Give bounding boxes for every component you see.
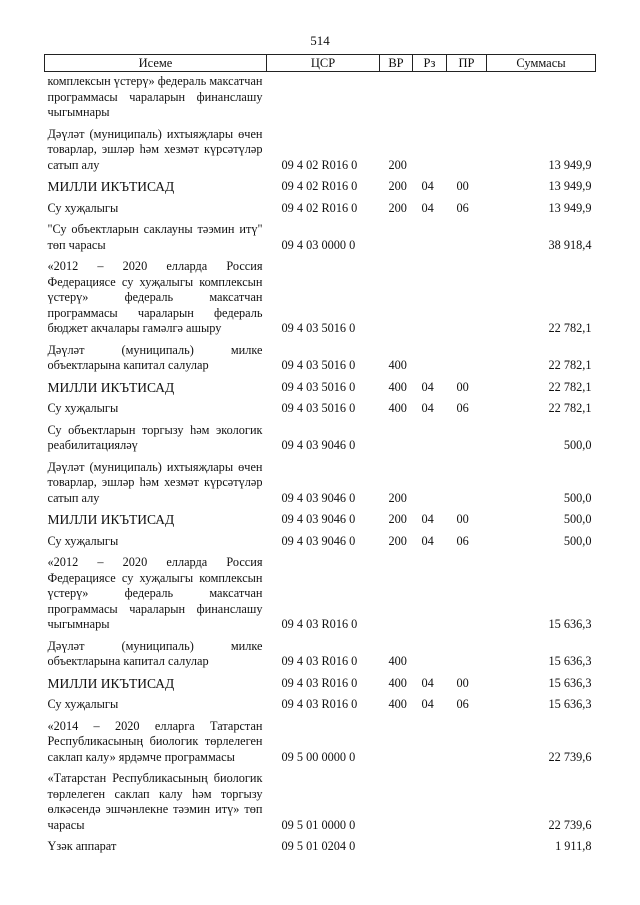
row-name: "Су объектларын саклауны тәэмин итү" төп чарасы [47, 222, 263, 252]
row-sum: 15 636,3 [548, 654, 592, 668]
row-vr: 400 [388, 401, 407, 415]
row-rz: 04 [421, 675, 434, 690]
table-row [45, 220, 596, 257]
row-rz: 04 [421, 697, 434, 711]
row-csr: 09 5 00 0000 0 [281, 749, 356, 764]
row-vr: 200 [388, 533, 407, 548]
row-rz [413, 717, 447, 770]
row-csr: 09 4 03 5016 0 [281, 358, 356, 372]
column-header-pr: ПР [447, 55, 487, 72]
row-vr: 400 [388, 654, 407, 668]
row-name: «2012 – 2020 елларда Россия Федерациясе су хуҗалыгы комплексын үстерү» федераль максатчан программасы чараларын финанслашу чыгымнары [47, 555, 263, 631]
row-rz [413, 257, 447, 341]
row-sum: 15 636,3 [548, 617, 592, 631]
table-row [45, 674, 596, 696]
row-name: Су хуҗалыгы [47, 200, 119, 215]
row-pr: 06 [456, 533, 469, 548]
row-csr: 09 5 01 0000 0 [281, 817, 356, 832]
column-header-name: Исеме [45, 55, 267, 72]
row-pr [447, 717, 487, 770]
row-name: «2014 – 2020 елларга Татарстан Республикасының биологик төрлелеген саклап калу» ярдәмче программасы [47, 718, 263, 764]
row-sum: 500,0 [563, 438, 592, 452]
row-sum: 22 782,1 [548, 379, 592, 394]
budget-table [44, 54, 596, 859]
row-csr: 09 4 03 R016 0 [281, 675, 358, 690]
table-row [45, 510, 596, 532]
row-pr [447, 72, 487, 125]
row-name: Дәүләт (муниципаль) ихтыяҗлары өчен товарлар, эшләр һәм хезмәт күрсәтүләр сатып алу [47, 459, 263, 505]
row-vr: 200 [388, 157, 407, 172]
row-csr: 09 4 03 9046 0 [281, 490, 356, 505]
table-row [45, 837, 596, 859]
row-name: Дәүләт (муниципаль) ихтыяҗлары өчен товарлар, эшләр һәм хезмәт күрсәтүләр сатып алу [47, 126, 263, 172]
row-csr: 09 4 02 R016 0 [281, 157, 358, 172]
row-sum: 13 949,9 [548, 157, 592, 172]
row-sum: 13 949,9 [548, 200, 592, 215]
row-vr: 400 [388, 358, 407, 372]
row-rz [413, 553, 447, 637]
row-name: комплексын үстерү» федераль максатчан программасы чараларын финанслашу чыгымнары [47, 74, 263, 119]
table-row [45, 637, 596, 674]
row-csr: 09 4 03 9046 0 [281, 512, 356, 526]
row-name: «Татарстан Республикасының биологик төрлелеген саклап калу һәм торгызу өлкәсендә эшчәнлекне тәэмин итү» төп чарасы [47, 771, 263, 832]
row-sum: 15 636,3 [548, 697, 592, 711]
table-row [45, 458, 596, 511]
row-name: МИЛЛИ ИКЪТИСАД [47, 379, 175, 395]
row-vr [380, 72, 413, 125]
table-row [45, 72, 596, 125]
row-rz [413, 637, 447, 674]
row-sum: 500,0 [563, 490, 592, 505]
table-header [45, 55, 596, 72]
row-csr: 09 4 03 R016 0 [281, 654, 358, 668]
table-row [45, 378, 596, 400]
row-csr: 09 4 03 R016 0 [281, 697, 358, 711]
row-csr: 09 4 03 0000 0 [281, 237, 356, 252]
row-pr: 00 [456, 675, 469, 690]
row-pr: 00 [456, 512, 469, 526]
row-vr [380, 717, 413, 770]
row-vr [380, 220, 413, 257]
row-sum: 500,0 [563, 512, 592, 526]
row-rz [413, 458, 447, 511]
row-pr [447, 341, 487, 378]
row-pr: 06 [456, 200, 469, 215]
table-row [45, 532, 596, 554]
row-vr [380, 257, 413, 341]
column-header-csr: ЦСР [267, 55, 380, 72]
table-row [45, 717, 596, 770]
row-vr [380, 421, 413, 458]
row-pr: 06 [456, 401, 469, 415]
row-rz: 04 [421, 200, 434, 215]
row-pr [447, 553, 487, 637]
table-row [45, 341, 596, 378]
row-name: Дәүләт (муниципаль) милке объектларына капитал салулар [47, 342, 263, 372]
row-sum: 22 782,1 [548, 401, 592, 415]
row-vr: 200 [388, 179, 407, 193]
row-pr: 00 [456, 179, 469, 193]
row-vr: 400 [388, 675, 407, 690]
row-sum: 13 949,9 [548, 179, 592, 193]
row-pr [447, 458, 487, 511]
row-rz [413, 341, 447, 378]
column-header-vr: ВР [380, 55, 413, 72]
row-csr: 09 5 01 0204 0 [281, 839, 356, 853]
row-rz: 04 [421, 533, 434, 548]
table-row [45, 199, 596, 221]
table-row [45, 553, 596, 637]
table-row [45, 257, 596, 341]
row-vr [380, 837, 413, 859]
row-pr [447, 637, 487, 674]
row-name: Су хуҗалыгы [47, 401, 119, 415]
row-sum: 15 636,3 [548, 675, 592, 690]
table-body [45, 72, 596, 859]
column-header-rz: Рз [413, 55, 447, 72]
row-rz: 04 [421, 512, 434, 526]
row-name: Су хуҗалыгы [47, 533, 119, 548]
row-name: «2012 – 2020 елларда Россия Федерациясе су хуҗалыгы комплексын үстерү» федераль максатчан программасы чараларын федераль бюджет акчалары гамәлгә ашыру [47, 259, 263, 335]
row-sum: 22 739,6 [548, 749, 592, 764]
row-rz [413, 421, 447, 458]
table-row [45, 421, 596, 458]
row-vr [380, 553, 413, 637]
row-rz: 04 [421, 379, 434, 394]
row-vr: 400 [388, 379, 407, 394]
row-rz: 04 [421, 179, 434, 193]
page-number: 514 [310, 33, 330, 48]
row-vr: 200 [388, 200, 407, 215]
row-sum: 22 739,6 [548, 817, 592, 832]
table-row [45, 125, 596, 178]
row-sum: 22 782,1 [548, 321, 592, 335]
row-rz [413, 837, 447, 859]
row-sum: 22 782,1 [548, 358, 592, 372]
row-csr: 09 4 02 R016 0 [281, 179, 358, 193]
table-row [45, 695, 596, 717]
row-vr: 200 [388, 512, 407, 526]
row-name: Су хуҗалыгы [47, 697, 119, 711]
table-row [45, 177, 596, 199]
column-header-sum: Суммасы [487, 55, 596, 72]
row-pr [447, 125, 487, 178]
row-csr: 09 4 03 9046 0 [281, 438, 356, 452]
row-pr [447, 257, 487, 341]
row-pr [447, 220, 487, 257]
row-name: МИЛЛИ ИКЪТИСАД [47, 179, 175, 194]
row-name: Үзәк аппарат [47, 839, 117, 853]
row-vr: 200 [388, 490, 407, 505]
row-sum [487, 72, 596, 125]
row-pr [447, 769, 487, 837]
row-rz: 04 [421, 401, 434, 415]
row-rz [413, 72, 447, 125]
row-name: Су объектларын торгызу һәм экологик реабилитацияләү [47, 422, 263, 452]
row-pr: 00 [456, 379, 469, 394]
row-csr: 09 4 03 R016 0 [281, 617, 358, 631]
table-row [45, 769, 596, 837]
row-csr: 09 4 02 R016 0 [281, 200, 358, 215]
row-csr: 09 4 03 5016 0 [281, 321, 356, 335]
row-sum: 1 911,8 [555, 839, 592, 853]
row-rz [413, 125, 447, 178]
row-name: МИЛЛИ ИКЪТИСАД [47, 512, 175, 527]
table-row [45, 399, 596, 421]
row-rz [413, 769, 447, 837]
row-pr [447, 837, 487, 859]
row-rz [413, 220, 447, 257]
row-sum: 38 918,4 [548, 237, 592, 252]
row-name: Дәүләт (муниципаль) милке объектларына капитал салулар [47, 638, 263, 668]
row-csr: 09 4 03 9046 0 [281, 533, 356, 548]
row-vr [380, 769, 413, 837]
row-vr: 400 [388, 697, 407, 711]
row-sum: 500,0 [563, 533, 592, 548]
row-csr: 09 4 03 5016 0 [281, 401, 356, 415]
row-pr [447, 421, 487, 458]
row-pr: 06 [456, 697, 469, 711]
row-name: МИЛЛИ ИКЪТИСАД [47, 675, 175, 691]
row-csr: 09 4 03 5016 0 [281, 379, 356, 394]
row-csr [267, 72, 380, 125]
